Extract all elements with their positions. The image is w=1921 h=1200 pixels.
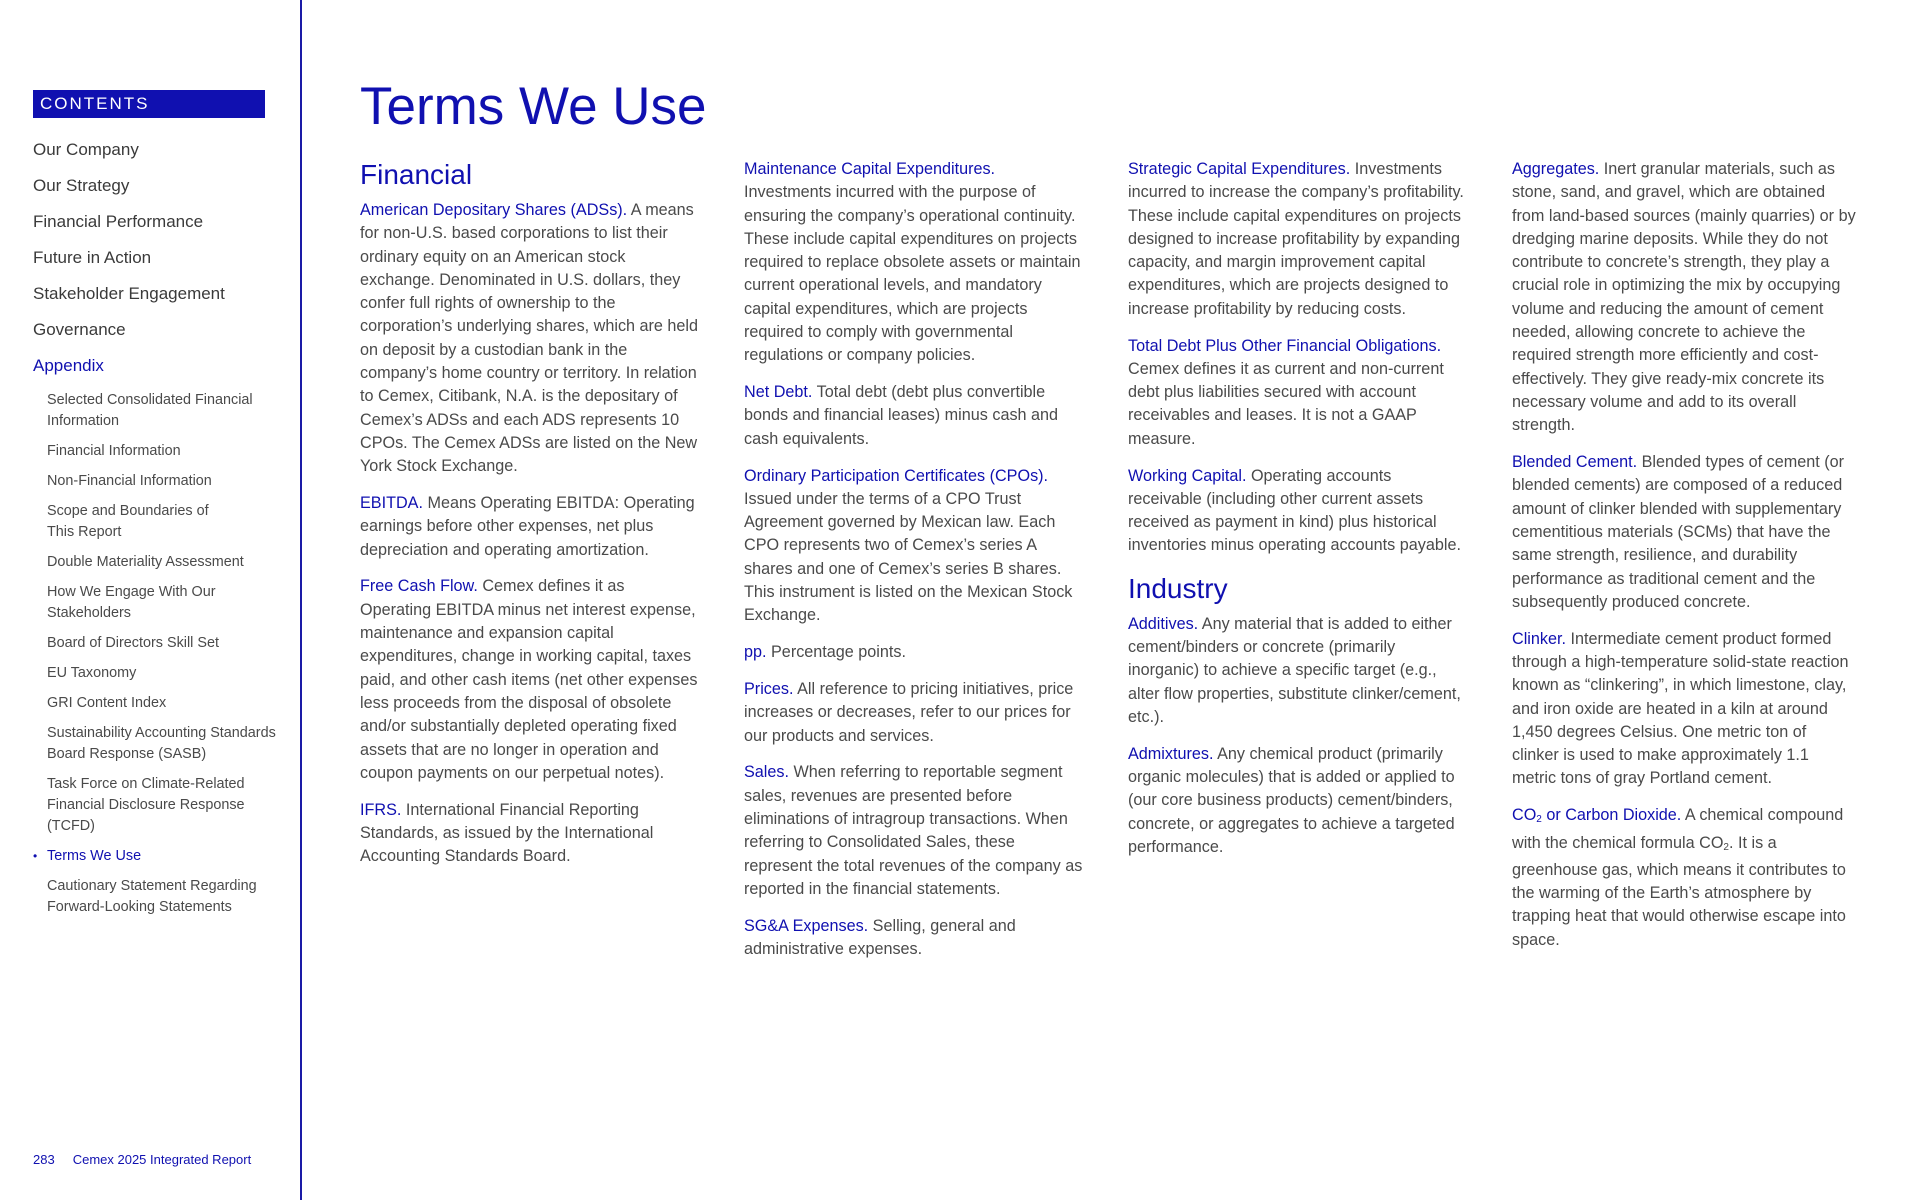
term-definition: Investments incurred with the purpose of ensuring the company’s operational continuity. These include capital expenditures on projects required to replace obsolete assets or maintain current operational levels, and mandatory capital expenditures, which are projects required to comply with governmental regulations or company policies. [744,183,1081,365]
term-name: Sales. [744,763,789,782]
term-name: Free Cash Flow. [360,577,478,596]
term-maintenance-capex [744,158,1084,368]
nav-sub-sasb[interactable]: Sustainability Accounting Standards Board Response (SASB) [47,725,276,762]
page-title: Terms We Use [360,77,707,136]
co2-subscript: 2 [1536,814,1542,826]
term-name: Prices. [744,679,794,698]
term-clinker [1512,628,1857,791]
contents-label: CONTENTS [33,90,265,118]
co2-subscript: 2 [1723,841,1729,853]
term-definition: Percentage points. [766,643,906,662]
nav-sub-non-financial-information[interactable]: Non-Financial Information [47,473,212,489]
term-pp [744,641,1084,664]
term-definition: A means for non-U.S. based corporations to list their ordinary equity on an American stock exchange. Denominated in U.S. dollars, they confer full rights of ownership to the corporation’s underlying shares, which are held on deposit by a custodian bank in the company’s home country or territory. In relation to Cemex, Citibank, N.A. is the depositary of Cemex’s ADSs and each ADS represents 10 CPOs. The Cemex ADSs are listed on the New York Stock Exchange. [360,201,699,476]
term-name: EBITDA. [360,494,423,513]
term-definition: Selling, general and administrative expenses. [744,916,1016,958]
term-cpos [744,465,1084,628]
term-sales [744,761,1084,901]
term-definition: When referring to reportable segment sales, revenues are presented before eliminations of intragroup transactions. When referring to Consolidated Sales, these represent the total revenues of the company as reported in the financial statements. [744,763,1083,898]
term-free-cash-flow [360,575,700,785]
term-definition: Investments incurred to increase the company’s profitability. These include capital expenditures on projects designed to increase profitability by expanding capacity, and margin improvement capital expenditures, which are projects designed to increase profitability by reducing costs. [1128,160,1464,318]
column-4 [1512,158,1857,966]
term-definition: Any material that is added to either cement/binders or concrete (primarily inorganic) to achieve a specific target (e.g., alter flow properties, substitute clinker/cement, etc.). [1128,614,1461,726]
co2-name-part: or Carbon Dioxide. [1541,806,1682,825]
nav-item-governance[interactable]: Governance [33,320,126,339]
term-total-debt [1128,335,1468,451]
page-footer [33,1152,251,1167]
term-ads [360,199,700,479]
term-definition: Operating accounts receivable (including other current assets received as payment in kind) plus historical inventories minus operating accounts payable. [1128,466,1461,555]
term-name: Maintenance Capital Expenditures. [744,160,996,178]
term-definition: International Financial Reporting Standards, as issued by the International Accounting Standards Board. [360,800,654,866]
term-name: Working Capital. [1128,466,1247,485]
nav-sub-double-materiality-assessment[interactable]: Double Materiality Assessment [47,554,244,570]
term-definition: Means Operating EBITDA: Operating earnings before other expenses, net plus depreciation and operating amortization. [360,494,695,559]
nav-item-appendix[interactable]: Appendix [33,356,104,375]
nav-item-stakeholder-engagement[interactable]: Stakeholder Engagement [33,284,225,303]
term-net-debt [744,381,1084,451]
term-definition: Any chemical product (primarily organic molecules) that is added or applied to (our core business products) cement/binders, concrete, or aggregates to achieve a targeted performance. [1128,744,1455,856]
term-additives [1128,613,1468,729]
term-blended-cement [1512,451,1857,614]
term-strategic-capex [1128,158,1468,321]
co2-name-part: CO [1512,806,1537,825]
nav-sub-how-we-engage[interactable]: How We Engage With Our Stakeholders [47,584,216,621]
nav-sub-board-skill-set[interactable]: Board of Directors Skill Set [47,635,219,651]
co2-def-part: . It is a greenhouse gas, which means it contributes to the warming of the Earth’s atmosphere by trapping heat that would otherwise escape into space. [1512,833,1846,949]
page-number: 283 [33,1152,55,1167]
term-name: Strategic Capital Expenditures. [1128,160,1351,178]
nav-sub-selected-consolidated-financial-information[interactable]: Selected Consolidated Financial Information [47,392,253,429]
report-name: Cemex 2025 Integrated Report [72,1152,252,1167]
nav-item-future-in-action[interactable]: Future in Action [33,248,152,267]
term-aggregates [1512,158,1857,438]
contents-nav [33,135,293,927]
nav-sub-tcfd[interactable]: Task Force on Climate-Related Financial Disclosure Response (TCFD) [47,776,245,834]
term-name: Admixtures. [1128,744,1214,763]
term-definition: Cemex defines it as Operating EBITDA minus net interest expense, maintenance and expansion capital expenditures, change in working capital, taxes paid, and other cash items (net other expenses less proceeds from the disposal of obsolete and/or substantially depleted operating fixed assets that are no longer in operation and coupon payments on our perpetual notes). [360,577,698,782]
section-heading-industry: Industry [1128,572,1228,604]
term-definition: Total debt (debt plus convertible bonds and financial leases) minus cash and cash equivalents. [744,383,1059,448]
nav-item-our-company[interactable]: Our Company [33,140,139,159]
co2-def-part: A chemical compound with the chemical formula CO [1512,806,1844,852]
term-name: IFRS. [360,800,402,819]
term-co2 [1512,804,1857,952]
column-2 [744,158,1084,975]
nav-sub-scope-and-boundaries[interactable]: Scope and Boundaries of This Report [47,503,209,540]
term-name: Blended Cement. [1512,453,1638,472]
nav-sub-eu-taxonomy[interactable]: EU Taxonomy [47,665,137,681]
term-definition: Intermediate cement product formed through a high-temperature solid-state reaction known as “clinkering”, in which limestone, clay, and iron oxide are heated in a kiln at around 1,450 degrees Celsius. One metric ton of clinker is used to make approximately 1.1 metric tons of gray Portland cement. [1512,629,1849,788]
term-name: SG&A Expenses. [744,916,869,935]
term-definition: Inert granular materials, such as stone, sand, and gravel, which are obtained from land-based sources (mainly quarries) or by dredging marine deposits. While they do not contribute to concrete’s strength, they play a crucial role in optimizing the mix by occupying volume and reducing the amount of cement needed, allowing concrete to achieve the required strength more efficiently and cost-effectively. They give ready-mix concrete its necessary volume and add to its overall strength. [1512,160,1856,435]
term-name: Additives. [1128,614,1199,633]
term-definition [1512,806,1846,948]
nav-item-our-strategy[interactable]: Our Strategy [33,176,130,195]
term-definition: Issued under the terms of a CPO Trust Agreement governed by Mexican law. Each CPO represents two of Cemex’s series A shares and one of Cemex’s series B shares. This instrument is listed on the Mexican Stock Exchange. [744,489,1073,625]
term-admixtures [1128,743,1468,859]
term-ebitda [360,492,700,562]
term-working-capital [1128,465,1468,558]
term-name: pp. [744,643,767,662]
term-prices [744,678,1084,748]
term-name: Net Debt. [744,383,813,402]
section-heading-financial: Financial [360,159,473,190]
term-sga-expenses [744,915,1084,962]
sidebar [0,0,302,1200]
term-name [1512,806,1681,824]
column-3 [1128,158,1468,873]
term-definition: All reference to pricing initiatives, price increases or decreases, refer to our prices for our products and services. [744,679,1074,745]
term-name: American Depositary Shares (ADSs). [360,201,628,219]
nav-sub-terms-we-use[interactable]: • Terms We Use [33,846,293,867]
term-name: Clinker. [1512,629,1566,648]
term-definition: Blended types of cement (or blended cements) are composed of a reduced amount of clinker blended with supplementary cementitious materials (SCMs) that have the same strength, resilience, and durability performance as traditional cement and the subsequently produced concrete. [1512,453,1845,611]
nav-item-financial-performance[interactable]: Financial Performance [33,212,204,231]
nav-sub-gri-content-index[interactable]: GRI Content Index [47,695,167,711]
term-name: Total Debt Plus Other Financial Obligations. [1128,336,1442,355]
term-definition: Cemex defines it as current and non-current debt plus liabilities secured with account receivables and leases. It is not a GAAP measure. [1128,359,1444,448]
nav-sub-financial-information[interactable]: Financial Information [47,443,181,459]
term-name: Ordinary Participation Certificates (CPOs). [744,466,1049,485]
column-1 [360,158,700,882]
term-ifrs [360,799,700,869]
term-name: Aggregates. [1512,160,1600,178]
nav-sub-cautionary-statement[interactable]: Cautionary Statement Regarding Forward-Looking Statements [47,878,257,915]
